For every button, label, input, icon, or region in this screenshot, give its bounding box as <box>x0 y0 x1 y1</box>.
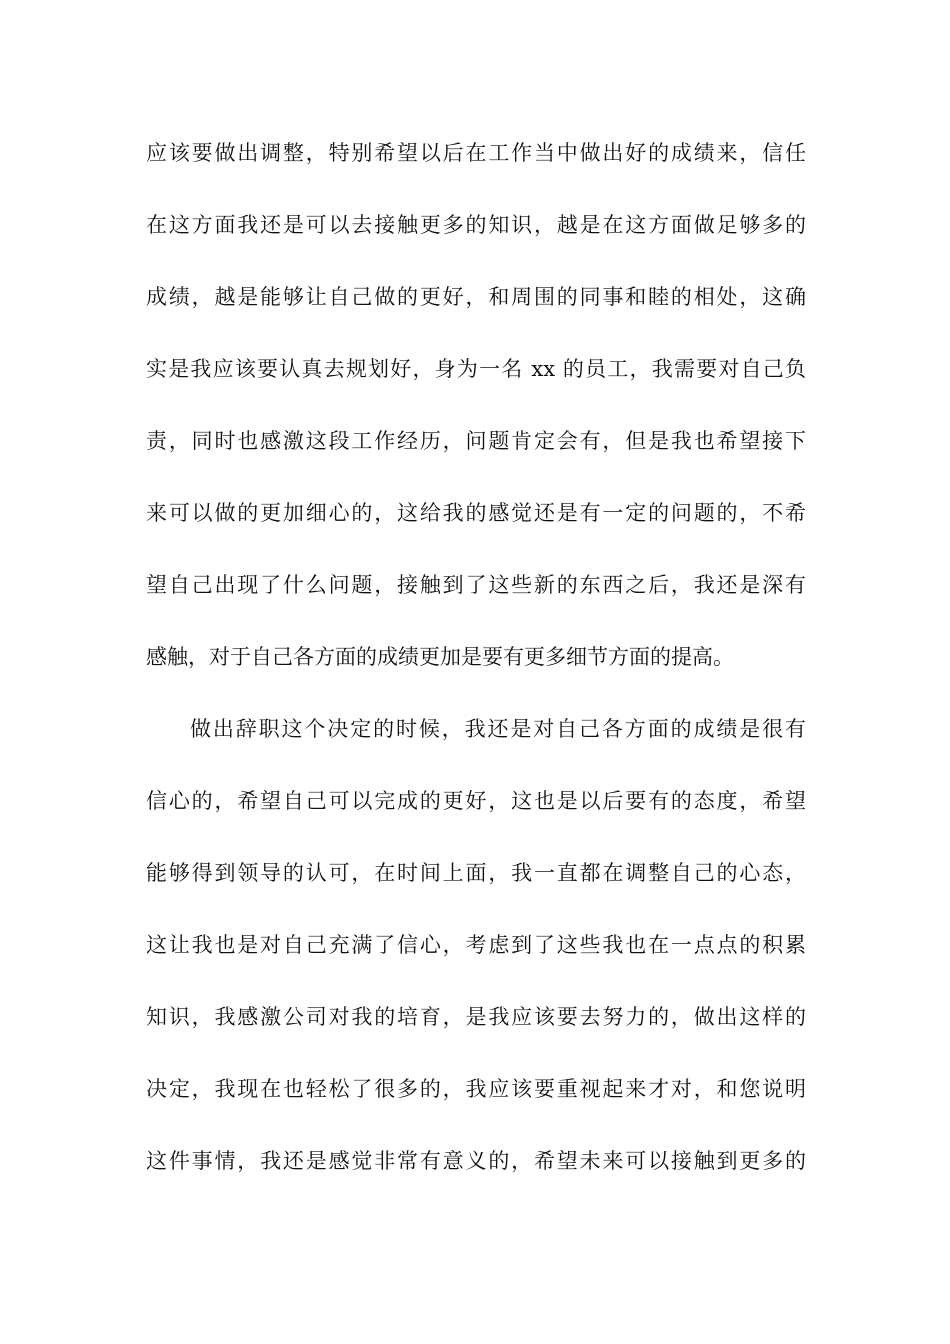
text-line: 能够得到领导的认可，在时间上面，我一直都在调整自己的心态， <box>146 861 806 885</box>
text-line: 信心的，希望自己可以完成的更好，这也是以后要有的态度，希望 <box>146 789 806 813</box>
text-line: 这件事情，我还是感觉非常有意义的，希望未来可以接触到更多的 <box>146 1149 806 1173</box>
text-line: 来可以做的更加细心的，这给我的感觉还是有一定的问题的，不希 <box>146 501 806 525</box>
text-line: 知识，我感激公司对我的培育，是我应该要去努力的，做出这样的 <box>146 1005 806 1029</box>
text-line: 责，同时也感激这段工作经历，问题肯定会有，但是我也希望接下 <box>146 429 806 453</box>
text-line: 在这方面我还是可以去接触更多的知识，越是在这方面做足够多的 <box>146 213 806 237</box>
text-line: 应该要做出调整，特别希望以后在工作当中做出好的成绩来，信任 <box>146 141 806 165</box>
text-line: 实是我应该要认真去规划好，身为一名 xx 的员工，我需要对自己负 <box>146 357 806 381</box>
text-line: 望自己出现了什么问题，接触到了这些新的东西之后，我还是深有 <box>146 573 806 597</box>
paragraph-first-line: 做出辞职这个决定的时候，我还是对自己各方面的成绩是很有 <box>190 717 806 741</box>
text-line: 感触，对于自己各方面的成绩更加是要有更多细节方面的提高。 <box>146 645 734 669</box>
text-line: 成绩，越是能够让自己做的更好，和周围的同事和睦的相处，这确 <box>146 285 806 309</box>
text-line: 决定，我现在也轻松了很多的，我应该要重视起来才对，和您说明 <box>146 1077 806 1101</box>
text-line: 这让我也是对自己充满了信心，考虑到了这些我也在一点点的积累 <box>146 933 806 957</box>
